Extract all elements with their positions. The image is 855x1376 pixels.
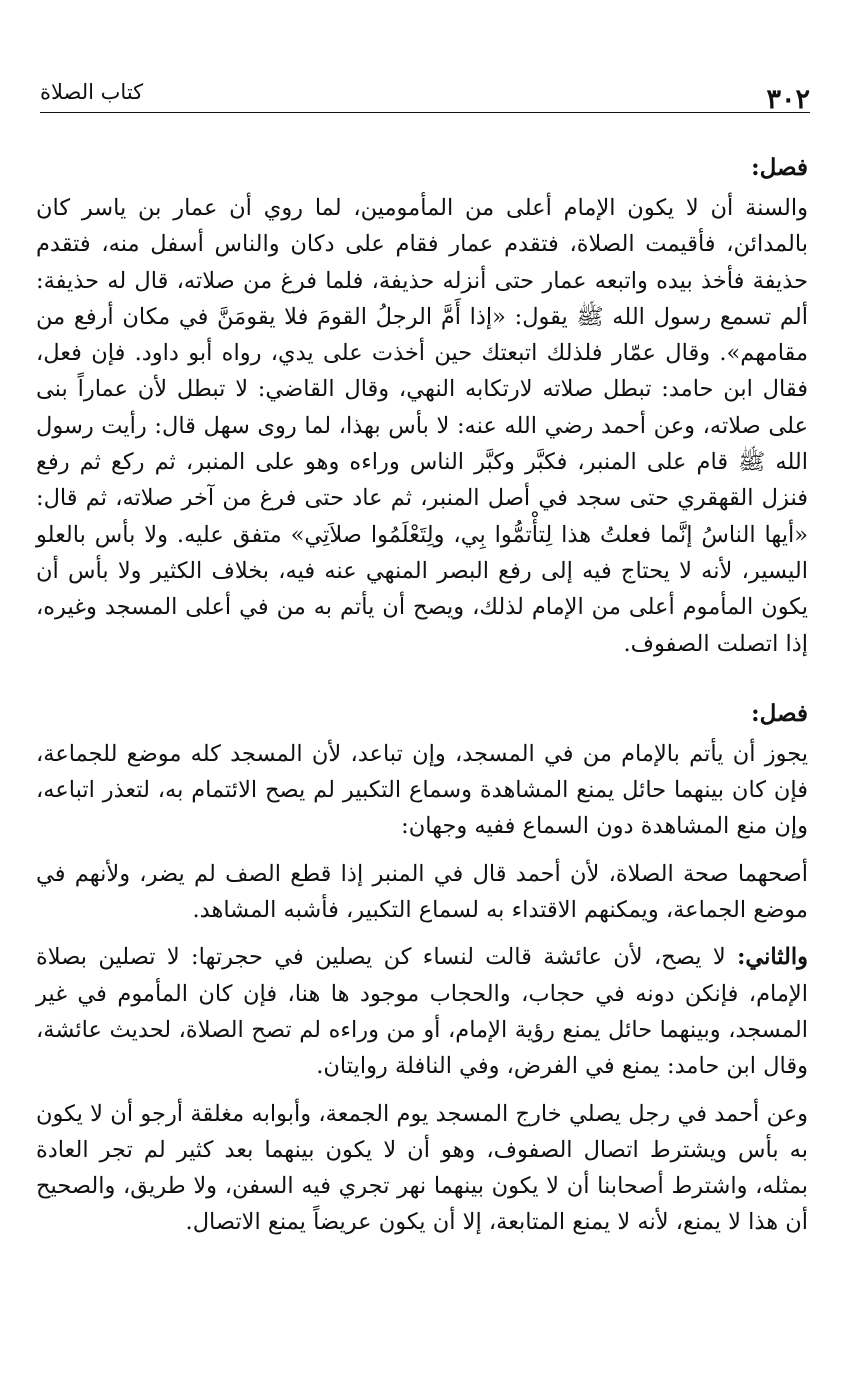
paragraph <box>36 939 808 1084</box>
section-heading: فصل: <box>751 699 808 727</box>
paragraph-spacer <box>36 928 808 939</box>
paragraph-spacer <box>36 1085 808 1096</box>
paragraph-spacer <box>36 845 808 856</box>
page-body <box>36 150 808 1241</box>
paragraph-text: لا يصح، لأن عائشة قالت لنساء كن يصلين في حجرتها: لا تصلين بصلاة الإمام، فإنكن دونه في حجاب، والحجاب موجود ها هنا، فإن كان المأموم في غير المسجد، وبينهما حائل يمنع رؤية الإمام، أو من وراءه لم تصح الصلاة، لحديث عائشة، وقال ابن حامد: يمنع في الفرض، وفي النافلة روايتان. <box>36 944 808 1080</box>
page-header <box>40 78 810 113</box>
paragraph: وعن أحمد في رجل يصلي خارج المسجد يوم الجمعة، وأبوابه مغلقة أرجو أن لا يكون به بأس ويشترط اتصال الصفوف، وهو أن لا يكون بينهما بعد كثير لم تجر العادة بمثله، واشترط أصحابنا أن لا يكون بينهما نهر تجري فيه السفن، ولا طريق، والصحيح أن هذا لا يمنع، لأنه لا يمنع المتابعة، إلا أن يكون عريضاً يمنع الاتصال. <box>36 1100 808 1236</box>
running-title: كتاب الصلاة <box>40 80 144 104</box>
paragraph: والسنة أن لا يكون الإمام أعلى من المأمومين، لما روي أن عمار بن ياسر كان بالمدائن، فأقيمت الصلاة، فتقدم عمار فقام على دكان والناس أسفل منه، فتقدم حذيفة فأخذ بيده واتبعه عمار حتى أنزله حذيفة، فلما فرغ من صلاته، قال له حذيفة: ألم تسمع رسول الله ﷺ يقول: «إذا أَمَّ الرجلُ القومَ فلا يقومَنَّ في مكان أرفع من مقامهم». وقال عمّار فلذلك اتبعتك حين أخذت على يدي، رواه أبو داود. فإن فعل، فقال ابن حامد: تبطل صلاته لارتكابه النهي، وقال القاضي: لا تبطل لأن عماراً بنى على صلاته، وعن أحمد رضي الله عنه: لا بأس بهذا، لما روى سهل قال: رأيت رسول الله ﷺ قام على المنبر، فكبَّر وكبَّر الناس وراءه وهو على المنبر، ثم ركع ثم رفع فنزل القهقري حتى سجد في أصل المنبر، ثم عاد حتى فرغ من آخر صلاته، ثم قال: «أيها الناسُ إنَّما فعلتُ هذا لِتأْتمُّوا بِي، ولِتَعْلَمُوا صلاَتِي» متفق عليه. ولا بأس بالعلو اليسير، لأنه لا يحتاج فيه إلى رفع البصر المنهي عنه فيه، بخلاف الكثير ولا بأس أن يكون المأموم أعلى من الإمام لذلك، ويصح أن يأتم به من في أعلى المسجد وغيره، إذا اتصلت الصفوف. <box>36 195 808 657</box>
paragraph: أصحهما صحة الصلاة، لأن أحمد قال في المنبر إذا قطع الصف لم يضر، ولأنهم في موضع الجماعة، ويمكنهم الاقتداء به لسماع التكبير، فأشبه المشاهد. <box>36 860 808 924</box>
paragraph: يجوز أن يأتم بالإمام من في المسجد، وإن تباعد، لأن المسجد كله موضع للجماعة، فإن كان بينهما حائل يمنع المشاهدة وسماع التكبير لم يصح الائتمام به، لتعذر اتباعه، وإن منع المشاهدة دون السماع ففيه وجهان: <box>36 740 808 840</box>
page-number: ٣٠٢ <box>766 84 810 115</box>
section-spacer <box>36 662 808 696</box>
section-1 <box>36 150 808 662</box>
section-2 <box>36 696 808 1241</box>
section-heading: فصل: <box>751 154 808 181</box>
paragraph-lead-word: والثاني: <box>737 944 809 971</box>
